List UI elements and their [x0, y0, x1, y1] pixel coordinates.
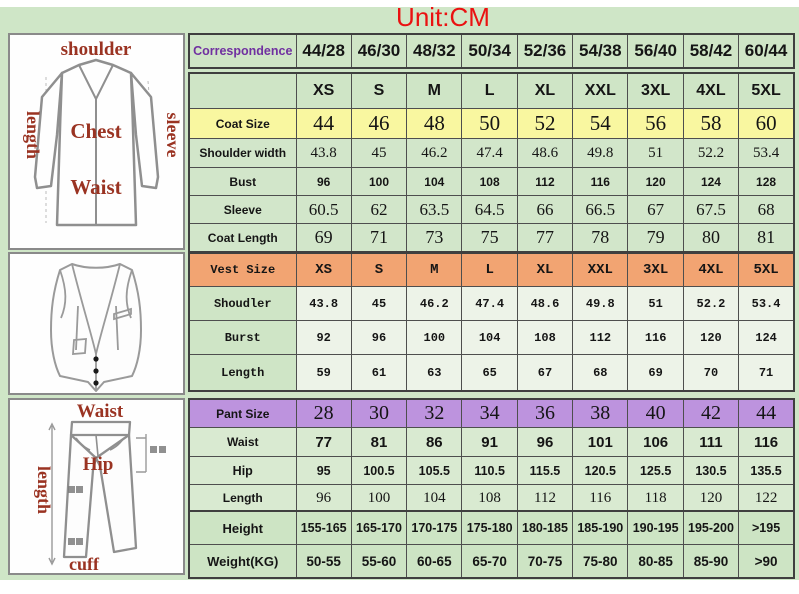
value-cell: 4XL	[683, 73, 738, 109]
value-cell: 50	[462, 109, 517, 139]
value-cell: XXL	[573, 73, 628, 109]
value-cell: 62	[351, 196, 406, 224]
value-cell: 44	[739, 399, 794, 428]
value-cell: 108	[517, 321, 572, 355]
value-cell: 38	[573, 399, 628, 428]
value-cell: 30	[351, 399, 406, 428]
row-pant-length	[189, 485, 794, 513]
value-cell: 52	[517, 109, 572, 139]
value-cell: 46.2	[407, 139, 462, 168]
value-cell: 95	[296, 457, 351, 485]
row-letter-sizes	[189, 73, 794, 109]
value-cell: XL	[517, 73, 572, 109]
value-cell: 75	[462, 224, 517, 253]
value-cell: M	[407, 253, 462, 287]
value-cell: 79	[628, 224, 683, 253]
value-cell: XXL	[573, 253, 628, 287]
value-cell: 60.5	[296, 196, 351, 224]
row-vest-length	[189, 355, 794, 392]
row-pant-hip	[189, 457, 794, 485]
value-cell: 52/36	[517, 34, 572, 68]
value-cell: 44/28	[296, 34, 351, 68]
value-cell: L	[462, 73, 517, 109]
value-cell: 112	[517, 168, 572, 196]
value-cell: 63	[407, 355, 462, 392]
value-cell: 3XL	[628, 73, 683, 109]
row-height	[189, 511, 794, 545]
row-label-sleeve: Sleeve	[189, 196, 296, 224]
value-cell: 48/32	[407, 34, 462, 68]
row-label-vest-shoulder: Shoudler	[189, 287, 296, 321]
row-label-vest-length: Length	[189, 355, 296, 392]
value-cell: 116	[628, 321, 683, 355]
value-cell: 43.8	[296, 139, 351, 168]
value-cell: 51	[628, 287, 683, 321]
value-cell: 47.4	[462, 287, 517, 321]
value-cell: 73	[407, 224, 462, 253]
value-cell: 120	[683, 485, 738, 513]
value-cell: 96	[517, 428, 572, 457]
value-cell: 28	[296, 399, 351, 428]
value-cell: 170-175	[407, 511, 462, 545]
value-cell: 104	[462, 321, 517, 355]
jacket-length-label: length	[23, 110, 43, 160]
value-cell: 77	[296, 428, 351, 457]
row-label-correspondence: Correspondence	[189, 34, 296, 68]
value-cell: 58	[683, 109, 738, 139]
row-label-vest-bust: Burst	[189, 321, 296, 355]
value-cell: 46.2	[407, 287, 462, 321]
value-cell: 96	[351, 321, 406, 355]
value-cell: 120	[628, 168, 683, 196]
value-cell: M	[407, 73, 462, 109]
row-correspondence	[189, 34, 794, 68]
value-cell: 92	[296, 321, 351, 355]
row-weight	[189, 545, 794, 579]
value-cell: 110.5	[462, 457, 517, 485]
value-cell: 70	[683, 355, 738, 392]
value-cell: 124	[683, 168, 738, 196]
value-cell: 115.5	[517, 457, 572, 485]
value-cell: 108	[462, 168, 517, 196]
value-cell: 195-200	[683, 511, 738, 545]
value-cell: 48.6	[517, 287, 572, 321]
page-title: Unit:CM	[396, 2, 490, 32]
row-label-sizes	[189, 73, 296, 109]
value-cell: 81	[351, 428, 406, 457]
row-label-vest-size: Vest Size	[189, 253, 296, 287]
value-cell: 118	[628, 485, 683, 513]
value-cell: 67	[517, 355, 572, 392]
value-cell: 100	[351, 168, 406, 196]
value-cell: 80	[683, 224, 738, 253]
value-cell: 46/30	[351, 34, 406, 68]
pants-length-label: length	[34, 465, 54, 515]
pants-waist-label: Waist	[76, 401, 124, 422]
value-cell: 65	[462, 355, 517, 392]
value-cell: 69	[628, 355, 683, 392]
value-cell: 49.8	[573, 287, 628, 321]
value-cell: 42	[683, 399, 738, 428]
value-cell: 45	[351, 287, 406, 321]
value-cell: 116	[739, 428, 794, 457]
value-cell: 61	[351, 355, 406, 392]
value-cell: 112	[517, 485, 572, 513]
row-bust	[189, 168, 794, 196]
value-cell: 128	[739, 168, 794, 196]
value-cell: 49.8	[573, 139, 628, 168]
row-vest-bust	[189, 321, 794, 355]
value-cell: 122	[739, 485, 794, 513]
value-cell: 135.5	[739, 457, 794, 485]
value-cell: 40	[628, 399, 683, 428]
value-cell: 70-75	[517, 545, 572, 579]
value-cell: 180-185	[517, 511, 572, 545]
value-cell: 48.6	[517, 139, 572, 168]
value-cell: XS	[296, 73, 351, 109]
value-cell: 53.4	[739, 287, 794, 321]
value-cell: 50/34	[462, 34, 517, 68]
value-cell: 60-65	[407, 545, 462, 579]
row-label-height: Height	[189, 511, 296, 545]
row-label-bust: Bust	[189, 168, 296, 196]
jacket-sleeve-label: sleeve	[163, 112, 183, 158]
value-cell: 36	[517, 399, 572, 428]
value-cell: 100	[407, 321, 462, 355]
row-label-shoulder-width: Shoulder width	[189, 139, 296, 168]
body-measurement-table	[188, 510, 795, 579]
value-cell: 60/44	[739, 34, 794, 68]
value-cell: 112	[573, 321, 628, 355]
value-cell: 80-85	[628, 545, 683, 579]
value-cell: 50-55	[296, 545, 351, 579]
jacket-diagram	[8, 33, 185, 250]
value-cell: 77	[517, 224, 572, 253]
value-cell: 108	[462, 485, 517, 513]
value-cell: L	[462, 253, 517, 287]
value-cell: 4XL	[683, 253, 738, 287]
vest-diagram	[8, 252, 185, 395]
value-cell: 155-165	[296, 511, 351, 545]
pants-drawing-icon	[10, 400, 183, 573]
value-cell: 44	[296, 109, 351, 139]
value-cell: 104	[407, 168, 462, 196]
value-cell: 67	[628, 196, 683, 224]
value-cell: 71	[351, 224, 406, 253]
value-cell: 71	[739, 355, 794, 392]
row-label-weight: Weight(KG)	[189, 545, 296, 579]
value-cell: 56	[628, 109, 683, 139]
row-vest-shoulder	[189, 287, 794, 321]
value-cell: 52.2	[683, 287, 738, 321]
value-cell: 32	[407, 399, 462, 428]
value-cell: 68	[739, 196, 794, 224]
value-cell: 59	[296, 355, 351, 392]
row-sleeve	[189, 196, 794, 224]
value-cell: 69	[296, 224, 351, 253]
jacket-chest-label: Chest	[70, 119, 122, 143]
value-cell: 120	[683, 321, 738, 355]
value-cell: 3XL	[628, 253, 683, 287]
value-cell: 65-70	[462, 545, 517, 579]
value-cell: 52.2	[683, 139, 738, 168]
pants-hip-label: Hip	[82, 454, 114, 475]
value-cell: 100	[351, 485, 406, 513]
value-cell: 100.5	[351, 457, 406, 485]
row-label-pant-waist: Waist	[189, 428, 296, 457]
value-cell: 46	[351, 109, 406, 139]
value-cell: 45	[351, 139, 406, 168]
value-cell: 120.5	[573, 457, 628, 485]
value-cell: 5XL	[739, 253, 794, 287]
value-cell: 68	[573, 355, 628, 392]
value-cell: S	[351, 253, 406, 287]
value-cell: 53.4	[739, 139, 794, 168]
value-cell: 5XL	[739, 73, 794, 109]
value-cell: XL	[517, 253, 572, 287]
value-cell: 60	[739, 109, 794, 139]
value-cell: 47.4	[462, 139, 517, 168]
jacket-shoulder-label: shoulder	[60, 39, 132, 60]
value-cell: 104	[407, 485, 462, 513]
value-cell: 48	[407, 109, 462, 139]
row-label-coat-length: Coat Length	[189, 224, 296, 253]
row-vest-size	[189, 253, 794, 287]
value-cell: 81	[739, 224, 794, 253]
coat-size-table	[188, 72, 795, 253]
value-cell: 165-170	[351, 511, 406, 545]
vest-size-table	[188, 252, 795, 392]
pants-diagram	[8, 398, 185, 575]
value-cell: 106	[628, 428, 683, 457]
row-label-coat-size: Coat Size	[189, 109, 296, 139]
value-cell: S	[351, 73, 406, 109]
jacket-waist-label: Waist	[70, 175, 122, 199]
value-cell: 116	[573, 168, 628, 196]
value-cell: >195	[739, 511, 794, 545]
value-cell: 96	[296, 168, 351, 196]
value-cell: 54/38	[573, 34, 628, 68]
row-coat-length	[189, 224, 794, 253]
pants-cuff-label: cuff	[69, 554, 99, 573]
value-cell: 43.8	[296, 287, 351, 321]
value-cell: 55-60	[351, 545, 406, 579]
value-cell: 56/40	[628, 34, 683, 68]
value-cell: 91	[462, 428, 517, 457]
value-cell: XS	[296, 253, 351, 287]
value-cell: 64.5	[462, 196, 517, 224]
value-cell: 190-195	[628, 511, 683, 545]
value-cell: 54	[573, 109, 628, 139]
value-cell: 124	[739, 321, 794, 355]
value-cell: 185-190	[573, 511, 628, 545]
value-cell: 66	[517, 196, 572, 224]
value-cell: 130.5	[683, 457, 738, 485]
value-cell: 66.5	[573, 196, 628, 224]
value-cell: 75-80	[573, 545, 628, 579]
value-cell: 67.5	[683, 196, 738, 224]
row-label-pant-hip: Hip	[189, 457, 296, 485]
value-cell: 101	[573, 428, 628, 457]
value-cell: 63.5	[407, 196, 462, 224]
row-label-pant-size: Pant Size	[189, 399, 296, 428]
row-label-pant-length: Length	[189, 485, 296, 513]
value-cell: 58/42	[683, 34, 738, 68]
value-cell: 34	[462, 399, 517, 428]
vest-drawing-icon	[10, 254, 183, 393]
value-cell: 125.5	[628, 457, 683, 485]
value-cell: 175-180	[462, 511, 517, 545]
value-cell: 86	[407, 428, 462, 457]
value-cell: 78	[573, 224, 628, 253]
row-pant-size	[189, 399, 794, 428]
value-cell: 116	[573, 485, 628, 513]
pant-size-table	[188, 398, 795, 513]
value-cell: 85-90	[683, 545, 738, 579]
value-cell: 51	[628, 139, 683, 168]
row-pant-waist	[189, 428, 794, 457]
row-coat-size	[189, 109, 794, 139]
row-shoulder-width	[189, 139, 794, 168]
correspondence-table	[188, 33, 795, 69]
jacket-drawing-icon	[10, 35, 183, 248]
value-cell: >90	[739, 545, 794, 579]
value-cell: 96	[296, 485, 351, 513]
value-cell: 111	[683, 428, 738, 457]
value-cell: 105.5	[407, 457, 462, 485]
